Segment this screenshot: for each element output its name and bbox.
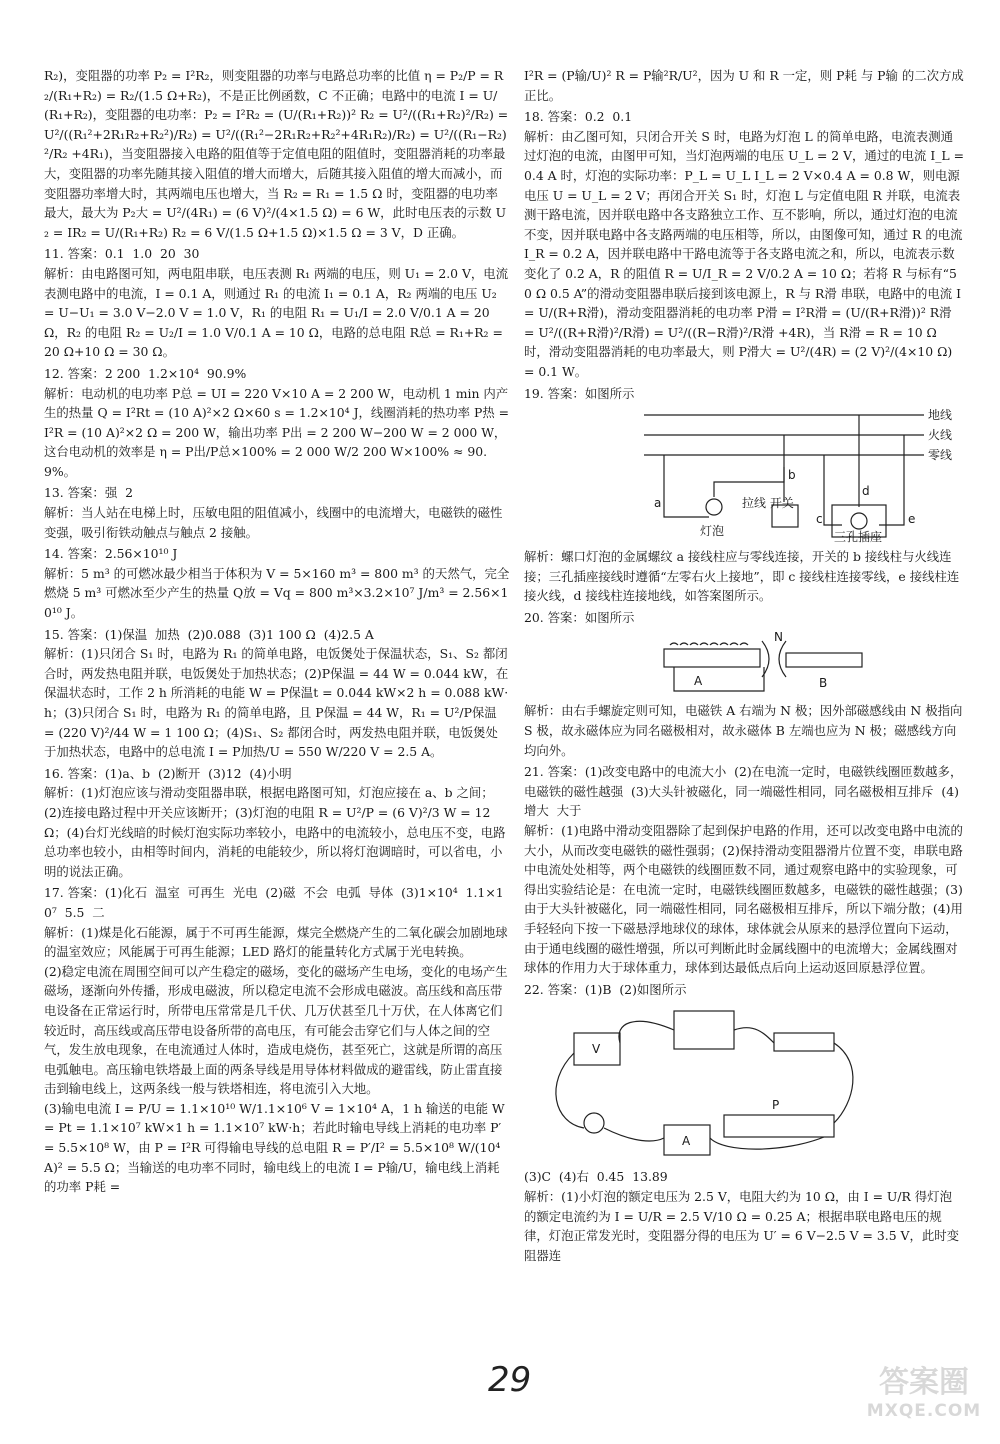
item-20-analysis: 解析：由右手螺旋定则可知，电磁铁 A 右端为 N 极；因外部磁感线由 N 极指向 S 极，故永磁体应为同名磁极相对，故永磁体 B 左端也应为 N 极；磁感线方向均向外。	[524, 703, 967, 758]
electromagnet-core	[664, 649, 760, 667]
item-15: 15. 答案：(1)保温 加热 (2)0.088 (3)1 100 Ω (4)2.5 A 解析：(1)只闭合 S₁ 时，电路为 R₁ 的简单电路，电饭煲处于保温状态，S₁、S₂ 都闭合时，两发热电阻并联，电饭煲处于加热状态；(2)P保温 = 44 W = 0.044 kW，在保温状态时，工作 2 h 所消耗的电能 W = P保温t = 0.044 kW×2 h = 0.088 kW·h；(3)只闭合 S₁ 时，电路为 R₁ 的简单电路，且 P保温 = 44 W，R₁ = U²/P保温 = (220 V)²/44 W = 1 100 Ω；(4)S₁、S₂ 都闭合时，两发热电阻并联，电饭煲处于加热状态，电路中的总电流 I = P加热/U = 550 W/220 V = 2.5 A。	[44, 626, 509, 760]
switch-icon	[774, 1033, 834, 1051]
label-c: c	[816, 512, 823, 527]
battery-icon	[674, 1011, 734, 1049]
bulb-label: 灯泡	[700, 524, 725, 539]
item-16: 16. 答案：(1)a、b (2)断开 (3)12 (4)小明 解析：(1)灯泡应该与滑动变阻器串联，根据电路图可知，灯泡应接在 a、b 之间；(2)连接电路过程中开关应该断开；(3)灯泡的电阻 R = U²/P = (6 V)²/3 W = 12 Ω；(4)台灯光线暗的时候灯泡实际功率较小，电路中的电流较小，总电压不变，电路总功率也较小，由相等时间内，消耗的电能较少，所以将灯泡调暗时，可以省电，小明的说法正确。	[44, 765, 506, 879]
watermark-line1: 答案圈	[879, 1365, 969, 1400]
item-18: 18. 答案：0.2 0.1 解析：由乙图可知，只闭合开关 S 时，电路为灯泡 L 的简单电路，电流表测通过灯泡的电流，由图甲可知，当灯泡两端的电压 U_L = 2 V，通过的电流 I_L = 0.4 A 时，灯泡的实际功率：P_L = U_L I_L = 2 V×0.4 A = 0.8 W，则电源电压 U = U_L = 2 V；再闭合开关 S₁ 时，灯泡 L 与定值电阻 R 并联，电流表测干路电流，因并联电路中各支路独立工作、互不影响，所以，通过灯泡的电流不变，因并联电路中各支路两端的电压相等，所以，由图像可知，通过 R 的电流 I_R = 0.2 A，因并联电路中干路电流等于各支路电流之和，所以，电流表示数变化了 0.2 A，R 的阻值 R = U/I_R = 2 V/0.2 A = 10 Ω；若将 R 与标有“50 Ω 0.5 A”的滑动变阻器串联后接到该电源上，R 与 R滑 串联，电路中的电流 I = U/(R+R滑)，滑动变阻器消耗的电功率 P滑 = I²R滑 = (U/(R+R滑))² R滑 = U²/((R+R滑)²/R滑) = U²/((R−R滑)²/R滑 +4R)，当 R滑 = R = 10 Ω 时，滑动变阻器消耗的电功率最大，则 P滑大 = U²/(4R) = (2 V)²/(4×10 Ω) = 0.1 W。	[524, 109, 964, 379]
item-12: 12. 答案：2 200 1.2×10⁴ 90.9% 解析：电动机的电功率 P总 = UI = 220 V×10 A = 2 200 W，电动机 1 min 内产生的热量 Q = I²Rt = (10 A)²×2 Ω×60 s = 1.2×10⁴ J，线圈消耗的热功率 P热 = I²R = (10 A)²×2 Ω = 200 W，输出功率 P出 = 2 200 W−200 W = 2 000 W，这台电动机的效率是 η = P出/P总×100% = 2 000 W/2 200 W×100% ≈ 90.9%。	[44, 365, 510, 479]
item-20-answer: 20. 答案：如图所示	[524, 609, 635, 625]
neutral-label: 零线	[928, 448, 953, 463]
item-22-answer: 22. 答案：(1)B (2)如图所示	[524, 981, 687, 997]
item-21: 21. 答案：(1)改变电路中的电流大小 (2)在电流一定时，电磁铁线圈匝数越多，电磁铁的磁性越强 (3)大头针被磁化，同一端磁性相同，同名磁极相互排斥 (4)增大 大于 解析：(1)电路中滑动变阻器除了起到保护电路的作用，还可以改变电路中电流的大小，从而改变电磁铁的磁性强弱；(2)保持滑动变阻器滑片位置不变，串联电路中电流处处相等，两个电磁铁的线圈匝数不同，通过观察电路中的实验现象，可得出实验结论是：在电流一定时，电磁铁线圈匝数越多，电磁铁的磁性越强；(3)由于大头针被磁化，同一端磁性相同，同名磁极相互排斥，所以下端分散；(4)用手轻轻向下按一下磁悬浮地球仪的球体，球体就会从原来的悬浮位置向下运动，由于通电线圈的磁性增强，所以可判断此时金属线圈中的电流增大；金属线圈对球体的作用力大于球体重力，球体到达最低点后向上运动返回原悬浮位置。	[524, 764, 963, 976]
item-10-continuation: R₂)，变阻器的功率 P₂ = I²R₂，则变阻器的功率与电路总功率的比值 η = P₂/P = R₂/(R₁+R₂) = R₂/(1.5 Ω+R₂)，不是正比例函数，C 不正确；电路中的电流 I = U/(R₁+R₂)，变阻器的电功率：P₂ = I²R₂ = (U/(R₁+R₂))² R₂ = U²/((R₁+R₂)²/R₂) = U²/((R₁²+2R₁R₂+R₂²)/R₂) = U²/((R₁²−2R₁R₂+R₂²+4R₁R₂)/R₂) = U²/((R₁−R₂)²/R₂ +4R₁)，当变阻器接入电路的阻值等于定值电阻的阻值时，变阻器消耗的功率最大，变阻器的功率先随其接入阻值的增大而增大，后随其接入阻值的增大而减小，而变阻器功率增大时，其两端电压也增大，当 R₂ = R₁ = 1.5 Ω 时，变阻器的电功率最大，最大为 P₂大 = U²/(4R₁) = (6 V)²/(4×1.5 Ω) = 6 W，此时电压表的示数 U₂ = IR₂ = U/(R₁+R₂) R₂ = 6 V/(1.5 Ω+1.5 Ω)×1.5 Ω = 3 V，D 正确。	[44, 68, 513, 240]
earth-label: 地线	[928, 408, 953, 423]
rheostat-icon	[724, 1115, 834, 1137]
watermark	[860, 1366, 988, 1436]
item-13: 13. 答案：强 2 解析：当人站在电梯上时，压敏电阻的阻值减小，线圈中的电流增大，电磁铁的磁性变强，吸引衔铁动触点与触点 2 接触。	[44, 485, 503, 540]
watermark-line2: MXQE.COM	[866, 1401, 982, 1421]
item-14: 14. 答案：2.56×10¹⁰ J 解析：5 m³ 的可燃冰最少相当于体积为 V = 5×160 m³ = 800 m³ 的天然气，完全燃烧 5 m³ 可燃冰至少产生的热量 Q放 = Vq = 800 m³×3.2×10⁷ J/m³ = 2.56×10¹⁰ J。	[44, 546, 510, 621]
socket-label: 三孔插座	[834, 530, 883, 544]
household-circuit-figure	[524, 407, 964, 543]
label-B: B	[819, 676, 828, 691]
item-19-analysis: 解析：螺口灯泡的金属螺纹 a 接线柱应与零线连接，开关的 b 接线柱与火线连接；三孔插座接线时遵循“左零右火上接地”，即 c 接线柱连接零线，e 接线柱连接火线，d 接线柱连接地线，如答案图所示。	[524, 549, 960, 604]
right-column	[524, 64, 967, 1265]
label-b: b	[788, 468, 796, 483]
bulb-icon	[706, 499, 722, 515]
item-11: 11. 答案：0.1 1.0 20 30 解析：由电路图可知，两电阻串联，电压表测 R₁ 两端的电压，则 U₁ = 2.0 V，电流表测电路中的电流，I = 0.1 A，则通过 R₁ 的电流 I₁ = 0.1 A，R₂ 两端的电压 U₂ = U−U₁ = 3.0 V−2.0 V = 1.0 V，R₁ 的电阻 R₁ = U₁/I = 2.0 V/0.1 A = 20 Ω，R₂ 的电阻 R₂ = U₂/I = 1.0 V/0.1 A = 10 Ω，电路的总电阻 R总 = R₁+R₂ = 20 Ω+10 Ω = 30 Ω。	[44, 246, 509, 360]
label-P: P	[772, 1098, 780, 1113]
label-V: V	[592, 1042, 601, 1057]
page-number: 29	[488, 1360, 532, 1400]
switch-label: 拉线 开关	[742, 496, 794, 511]
lamp-icon	[584, 1113, 604, 1133]
live-label: 火线	[928, 428, 953, 443]
item-17-continuation: I²R = (P输/U)² R = P输²R/U²，因为 U 和 R 一定，则 P耗 与 P输 的二次方成正比。	[524, 68, 964, 103]
left-column	[44, 64, 513, 1197]
permanent-magnet	[786, 653, 862, 667]
label-ammeter-A: A	[682, 1134, 691, 1149]
label-e: e	[908, 512, 916, 527]
experiment-circuit-figure	[524, 1003, 964, 1163]
item-22-rest: (3)C (4)右 0.45 13.89 解析：(1)小灯泡的额定电压为 2.5 V，电阻大约为 10 Ω，由 I = U/R 得灯泡的额定电流约为 I = U/R = 2.5 V/10 Ω = 0.25 A；根据串联电路电压的规律，灯泡正常发光时，变阻器分得的电压为 U′ = 6 V−2.5 V = 3.5 V，此时变阻器连	[524, 1169, 960, 1263]
item-19-answer: 19. 答案：如图所示	[524, 385, 635, 401]
label-d: d	[862, 484, 870, 499]
electromagnet-figure	[524, 631, 964, 697]
label-a: a	[654, 496, 662, 511]
item-17: 17. 答案：(1)化石 温室 可再生 光电 (2)磁 不会 电弧 导体 (3)1×10⁴ 1.1×10⁷ 5.5 二 解析：(1)煤是化石能源，属于不可再生能源，煤完全燃烧产生的二氧化碳会加剧地球的温室效应；风能属于可再生能源；LED 路灯的能量转化方式属于光电转换。 (2)稳定电流在周围空间可以产生稳定的磁场，变化的磁场产生电场，变化的电场产生磁场，逐渐向外传播，形成电磁波，所以稳定电流不会形成电磁波。高压线和高压带电设备在正常运行时，所带电压常常是几千伏、几万伏甚至几十万伏，在人体离它们较近时，高压线或高压带电设备所带的高电压，有可能会击穿它们与人体之间的空气，发生放电现象，在电流通过人体时，造成电烧伤，甚至死亡，这就是所谓的高压电弧触电。高压输电铁塔最上面的两条导线是用导体材料做成的避雷线，防止雷直接击到输电线上，这两条线一般与铁塔相连，将电流引入大地。 (3)输电电流 I = P/U = 1.1×10¹⁰ W/1.1×10⁶ V = 1×10⁴ A，1 h 输送的电能 W = Pt = 1.1×10⁷ kW×1 h = 1.1×10⁷ kW·h；若此时输电导线上消耗的电功率 P′ = 5.5×10⁸ W，由 P = I²R 可得输电导线的总电阻 R = P′/I² = 5.5×10⁸ W/(10⁴ A)² = 5.5 Ω；当输送的电功率不同时，输电线上的电流 I = P输/U，输电线上消耗的功率 P耗 =	[44, 885, 508, 1195]
label-N: N	[774, 631, 783, 645]
label-A: A	[694, 674, 703, 689]
